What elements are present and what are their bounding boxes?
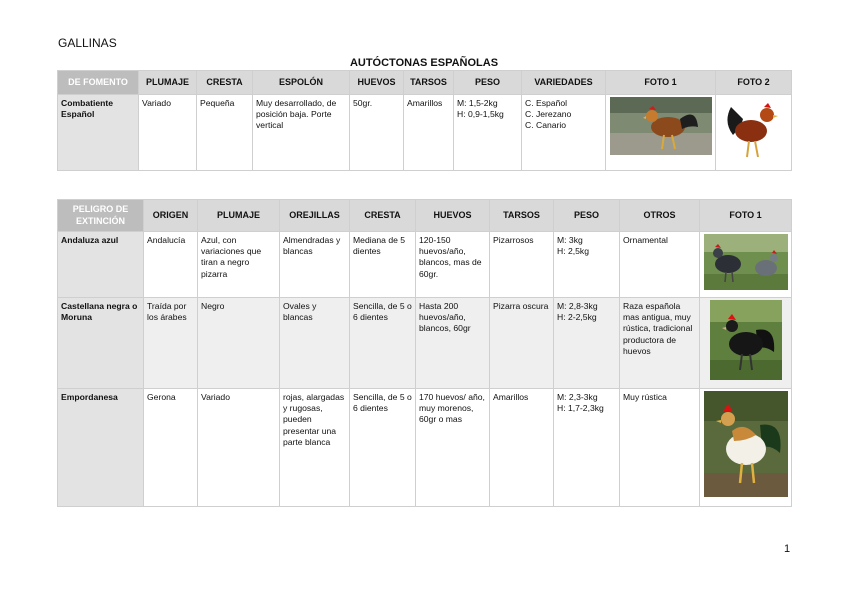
col-header-peligro-de-extincion: PELIGRO DE EXTINCIÓN — [58, 200, 144, 232]
breed-name: Castellana negra o Moruna — [58, 298, 144, 389]
col-header-tarsos: TARSOS — [490, 200, 554, 232]
rooster-photo-castellana-negra — [710, 300, 782, 380]
col-header-peso: PESO — [554, 200, 620, 232]
photo-cell — [700, 232, 792, 298]
cell-otros: Ornamental — [620, 232, 700, 298]
cell-plumaje: Variado — [198, 389, 280, 507]
breed-name: Combatiente Español — [58, 95, 139, 171]
col-header-huevos: HUEVOS — [350, 71, 404, 95]
cell-orejillas: rojas, alargadas y rugosas, pueden presentar una parte blanca — [280, 389, 350, 507]
cell-variedades: C. Español C. Jerezano C. Canario — [522, 95, 606, 171]
table-peligro-de-extincion — [57, 199, 792, 507]
rooster-photo-empordanesa — [704, 391, 788, 497]
breed-name: Empordanesa — [58, 389, 144, 507]
document-title: GALLINAS — [58, 36, 117, 50]
cell-peso: M: 3kg H: 2,5kg — [554, 232, 620, 298]
table-row — [58, 298, 792, 389]
photo-cell-1 — [606, 95, 716, 171]
cell-peso: M: 1,5-2kg H: 0,9-1,5kg — [454, 95, 522, 171]
col-header-peso: PESO — [454, 71, 522, 95]
col-header-variedades: VARIEDADES — [522, 71, 606, 95]
col-header-plumaje: PLUMAJE — [198, 200, 280, 232]
cell-cresta: Mediana de 5 dientes — [350, 232, 416, 298]
photo-cell-2 — [716, 95, 792, 171]
cell-plumaje: Negro — [198, 298, 280, 389]
col-header-otros: OTROS — [620, 200, 700, 232]
cell-origen: Gerona — [144, 389, 198, 507]
table1-header-row — [58, 71, 792, 95]
table-row — [58, 95, 792, 171]
cell-origen: Andalucía — [144, 232, 198, 298]
cell-tarsos: Pizarrosos — [490, 232, 554, 298]
table2-header-row — [58, 200, 792, 232]
cell-huevos: 120-150 huevos/año, blancos, mas de 60gr. — [416, 232, 490, 298]
table-row — [58, 232, 792, 298]
cell-peso: M: 2,8-3kg H: 2-2,5kg — [554, 298, 620, 389]
cell-tarsos: Amarillos — [404, 95, 454, 171]
col-header-espolon: ESPOLÓN — [253, 71, 350, 95]
col-header-huevos: HUEVOS — [416, 200, 490, 232]
col-header-foto-2: FOTO 2 — [716, 71, 792, 95]
cell-tarsos: Amarillos — [490, 389, 554, 507]
cell-peso: M: 2,3-3kg H: 1,7-2,3kg — [554, 389, 620, 507]
table-de-fomento — [57, 70, 792, 171]
cell-huevos: 170 huevos/ año, muy morenos, 60gr o mas — [416, 389, 490, 507]
cell-orejillas: Ovales y blancas — [280, 298, 350, 389]
col-header-orejillas: OREJILLAS — [280, 200, 350, 232]
col-header-plumaje: PLUMAJE — [139, 71, 197, 95]
cell-huevos: Hasta 200 huevos/año, blancos, 60gr — [416, 298, 490, 389]
cell-plumaje: Azul, con variaciones que tiran a negro pizarra — [198, 232, 280, 298]
cell-origen: Traída por los árabes — [144, 298, 198, 389]
rooster-photo-combatiente-2 — [721, 97, 787, 163]
col-header-cresta: CRESTA — [197, 71, 253, 95]
cell-cresta: Sencilla, de 5 o 6 dientes — [350, 298, 416, 389]
cell-orejillas: Almendradas y blancas — [280, 232, 350, 298]
cell-huevos: 50gr. — [350, 95, 404, 171]
cell-cresta: Sencilla, de 5 o 6 dientes — [350, 389, 416, 507]
col-header-foto-1: FOTO 1 — [606, 71, 716, 95]
page-number: 1 — [784, 543, 791, 555]
cell-cresta: Pequeña — [197, 95, 253, 171]
cell-plumaje: Variado — [139, 95, 197, 171]
photo-cell — [700, 389, 792, 507]
cell-otros: Raza española mas antigua, muy rústica, tradicional productora de huevos — [620, 298, 700, 389]
col-header-tarsos: TARSOS — [404, 71, 454, 95]
col-header-origen: ORIGEN — [144, 200, 198, 232]
col-header-cresta: CRESTA — [350, 200, 416, 232]
col-header-foto-1: FOTO 1 — [700, 200, 792, 232]
cell-tarsos: Pizarra oscura — [490, 298, 554, 389]
section-title: AUTÓCTONAS ESPAÑOLAS — [349, 57, 499, 69]
breed-name: Andaluza azul — [58, 232, 144, 298]
rooster-photo-andaluza-azul — [704, 234, 788, 290]
col-header-de-fomento: DE FOMENTO — [58, 71, 139, 95]
table-row — [58, 389, 792, 507]
photo-cell — [700, 298, 792, 389]
rooster-photo-combatiente-1 — [610, 97, 712, 155]
cell-otros: Muy rústica — [620, 389, 700, 507]
cell-espolon: Muy desarrollado, de posición baja. Porte vertical — [253, 95, 350, 171]
